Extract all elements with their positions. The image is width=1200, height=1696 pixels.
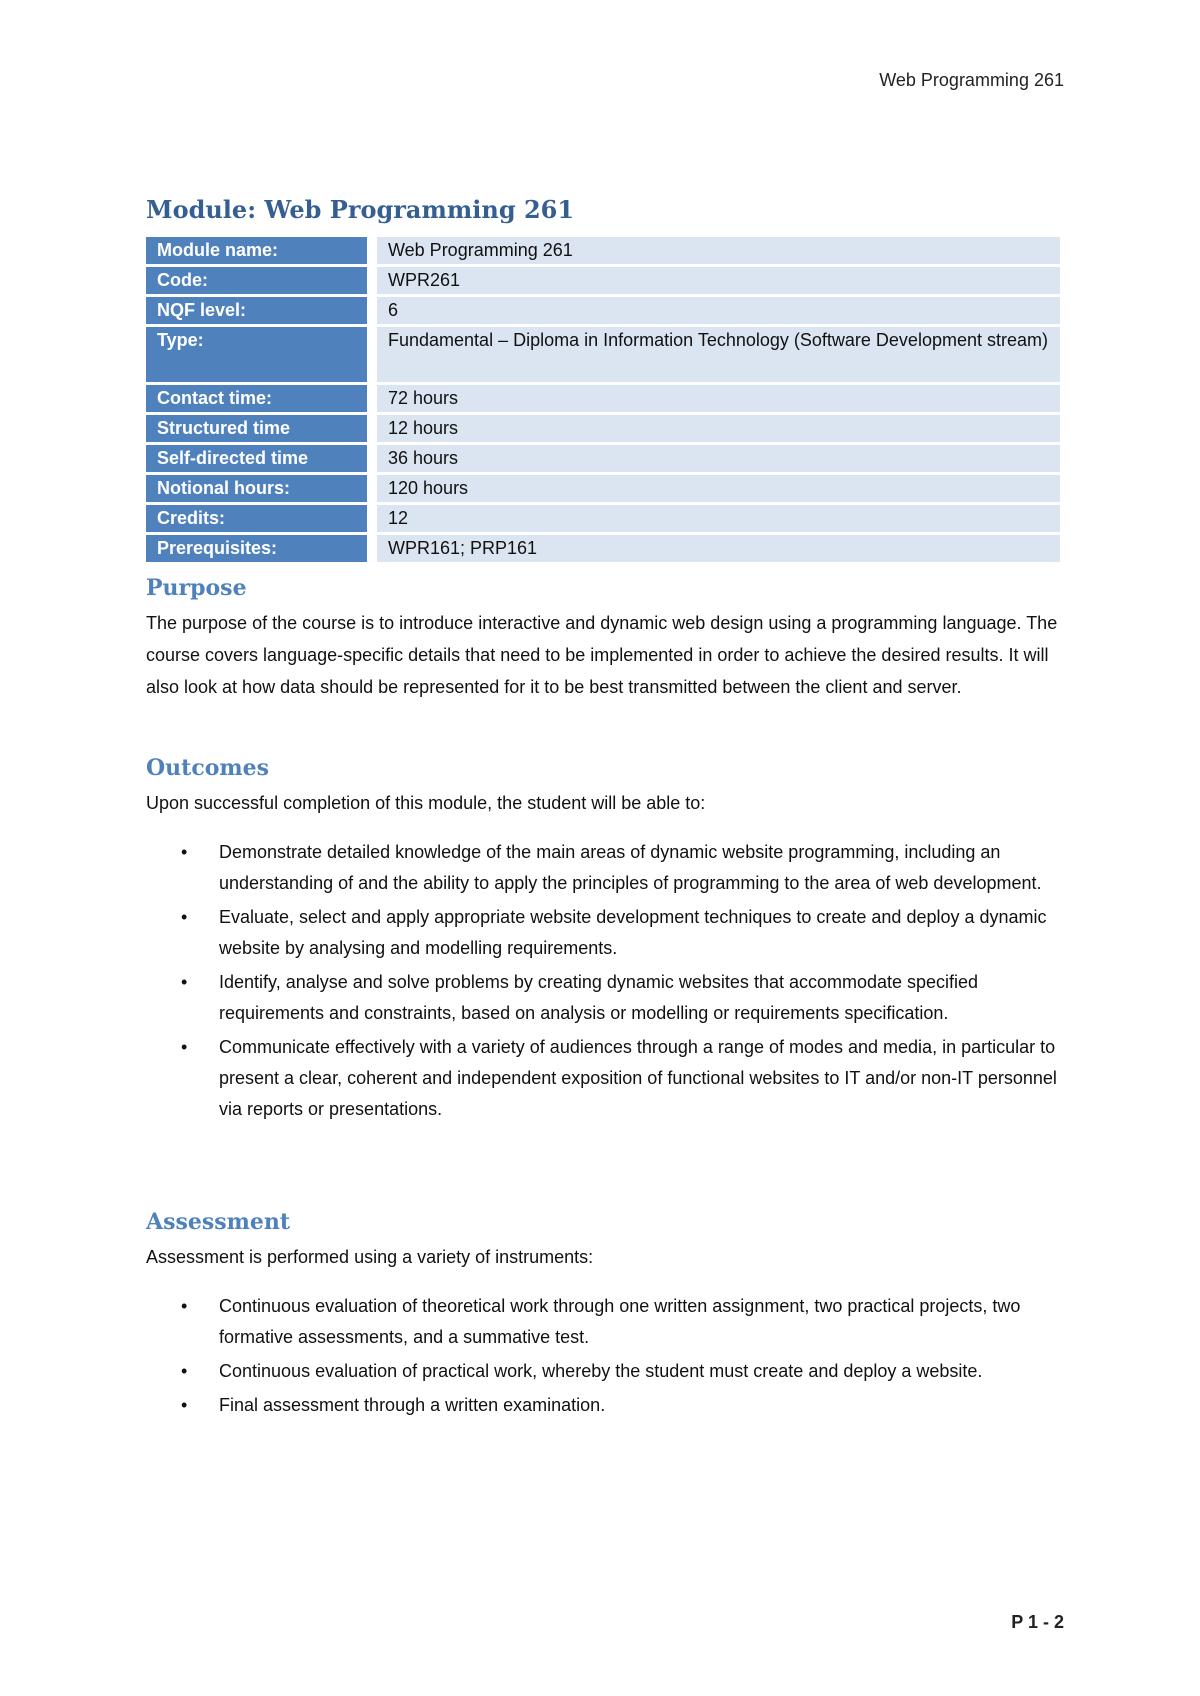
list-item (181, 902, 1066, 964)
list-item-text: Continuous evaluation of practical work, whereby the student must create and deploy a website. (219, 1361, 983, 1381)
row-label: Prerequisites: (146, 535, 377, 562)
row-value: 120 hours (377, 475, 1060, 502)
bullet-icon: • (181, 1395, 188, 1415)
page-number: P 1 - 2 (1011, 1612, 1064, 1632)
row-value: WPR261 (377, 267, 1060, 294)
page-title: Module: Web Programming 261 (146, 195, 575, 224)
list-item-text: Evaluate, select and apply appropriate website development techniques to create and deploy a dynamic website by analysing and modelling requirements. (219, 907, 1047, 958)
row-label: Structured time (146, 415, 377, 442)
purpose-heading: Purpose (146, 575, 247, 601)
table-row (146, 297, 1060, 324)
table-row (146, 327, 1060, 382)
list-item (181, 1032, 1066, 1125)
row-label: Notional hours: (146, 475, 377, 502)
list-item (181, 1390, 1066, 1421)
row-value: 36 hours (377, 445, 1060, 472)
table-row (146, 385, 1060, 412)
bullet-icon: • (181, 1361, 188, 1381)
row-value: Web Programming 261 (377, 237, 1060, 264)
list-item-text: Continuous evaluation of theoretical work through one written assignment, two practical projects, two formative assessments, and a summative test. (219, 1296, 1021, 1347)
list-item (181, 1356, 1066, 1387)
list-item (181, 837, 1066, 899)
table-row (146, 237, 1060, 264)
list-item-text: Identify, analyse and solve problems by creating dynamic websites that accommodate specified requirements and constraints, based on analysis or modelling or requirements specification. (219, 972, 979, 1023)
list-item (181, 1291, 1066, 1353)
assessment-list (146, 1291, 1066, 1421)
table-row (146, 267, 1060, 294)
table-row (146, 535, 1060, 562)
list-item-text: Final assessment through a written examination. (219, 1395, 606, 1415)
table-row (146, 475, 1060, 502)
row-label: Code: (146, 267, 377, 294)
outcomes-list (146, 837, 1066, 1125)
bullet-icon: • (181, 1296, 188, 1316)
bullet-icon: • (181, 972, 188, 992)
table-row (146, 415, 1060, 442)
outcomes-section (146, 755, 1066, 1128)
running-header: Web Programming 261 (879, 70, 1064, 90)
assessment-section (146, 1209, 1066, 1424)
list-item-text: Communicate effectively with a variety of audiences through a range of modes and media, in particular to present a clear, coherent and independent exposition of functional websites to IT and/or non-IT personnel via reports or presentations. (219, 1037, 1057, 1119)
table-row (146, 445, 1060, 472)
list-item-text: Demonstrate detailed knowledge of the main areas of dynamic website programming, including an understanding of and the ability to apply the principles of programming to the area of web development. (219, 842, 1042, 893)
assessment-heading: Assessment (146, 1209, 291, 1235)
module-info-table (146, 234, 1060, 565)
outcomes-intro: Upon successful completion of this module, the student will be able to: (146, 793, 706, 813)
bullet-icon: • (181, 907, 188, 927)
list-item (181, 967, 1066, 1029)
purpose-section (146, 575, 1066, 703)
row-value: 12 hours (377, 415, 1060, 442)
row-label: Contact time: (146, 385, 377, 412)
row-label: Self-directed time (146, 445, 377, 472)
bullet-icon: • (181, 842, 188, 862)
row-label: Type: (146, 327, 377, 382)
bullet-icon: • (181, 1037, 188, 1057)
purpose-text: The purpose of the course is to introduce interactive and dynamic web design using a programming language. The course covers language-specific details that need to be implemented in order to achieve the desired results. It will also look at how data should be represented for it to be best transmitted between the client and server. (146, 613, 1058, 697)
table-row (146, 505, 1060, 532)
row-label: Module name: (146, 237, 377, 264)
row-label: Credits: (146, 505, 377, 532)
outcomes-heading: Outcomes (146, 755, 270, 781)
row-value: 72 hours (377, 385, 1060, 412)
row-value: Fundamental – Diploma in Information Technology (Software Development stream) (377, 327, 1060, 382)
row-label: NQF level: (146, 297, 377, 324)
row-value: 6 (377, 297, 1060, 324)
row-value: 12 (377, 505, 1060, 532)
row-value: WPR161; PRP161 (377, 535, 1060, 562)
assessment-intro: Assessment is performed using a variety of instruments: (146, 1247, 594, 1267)
